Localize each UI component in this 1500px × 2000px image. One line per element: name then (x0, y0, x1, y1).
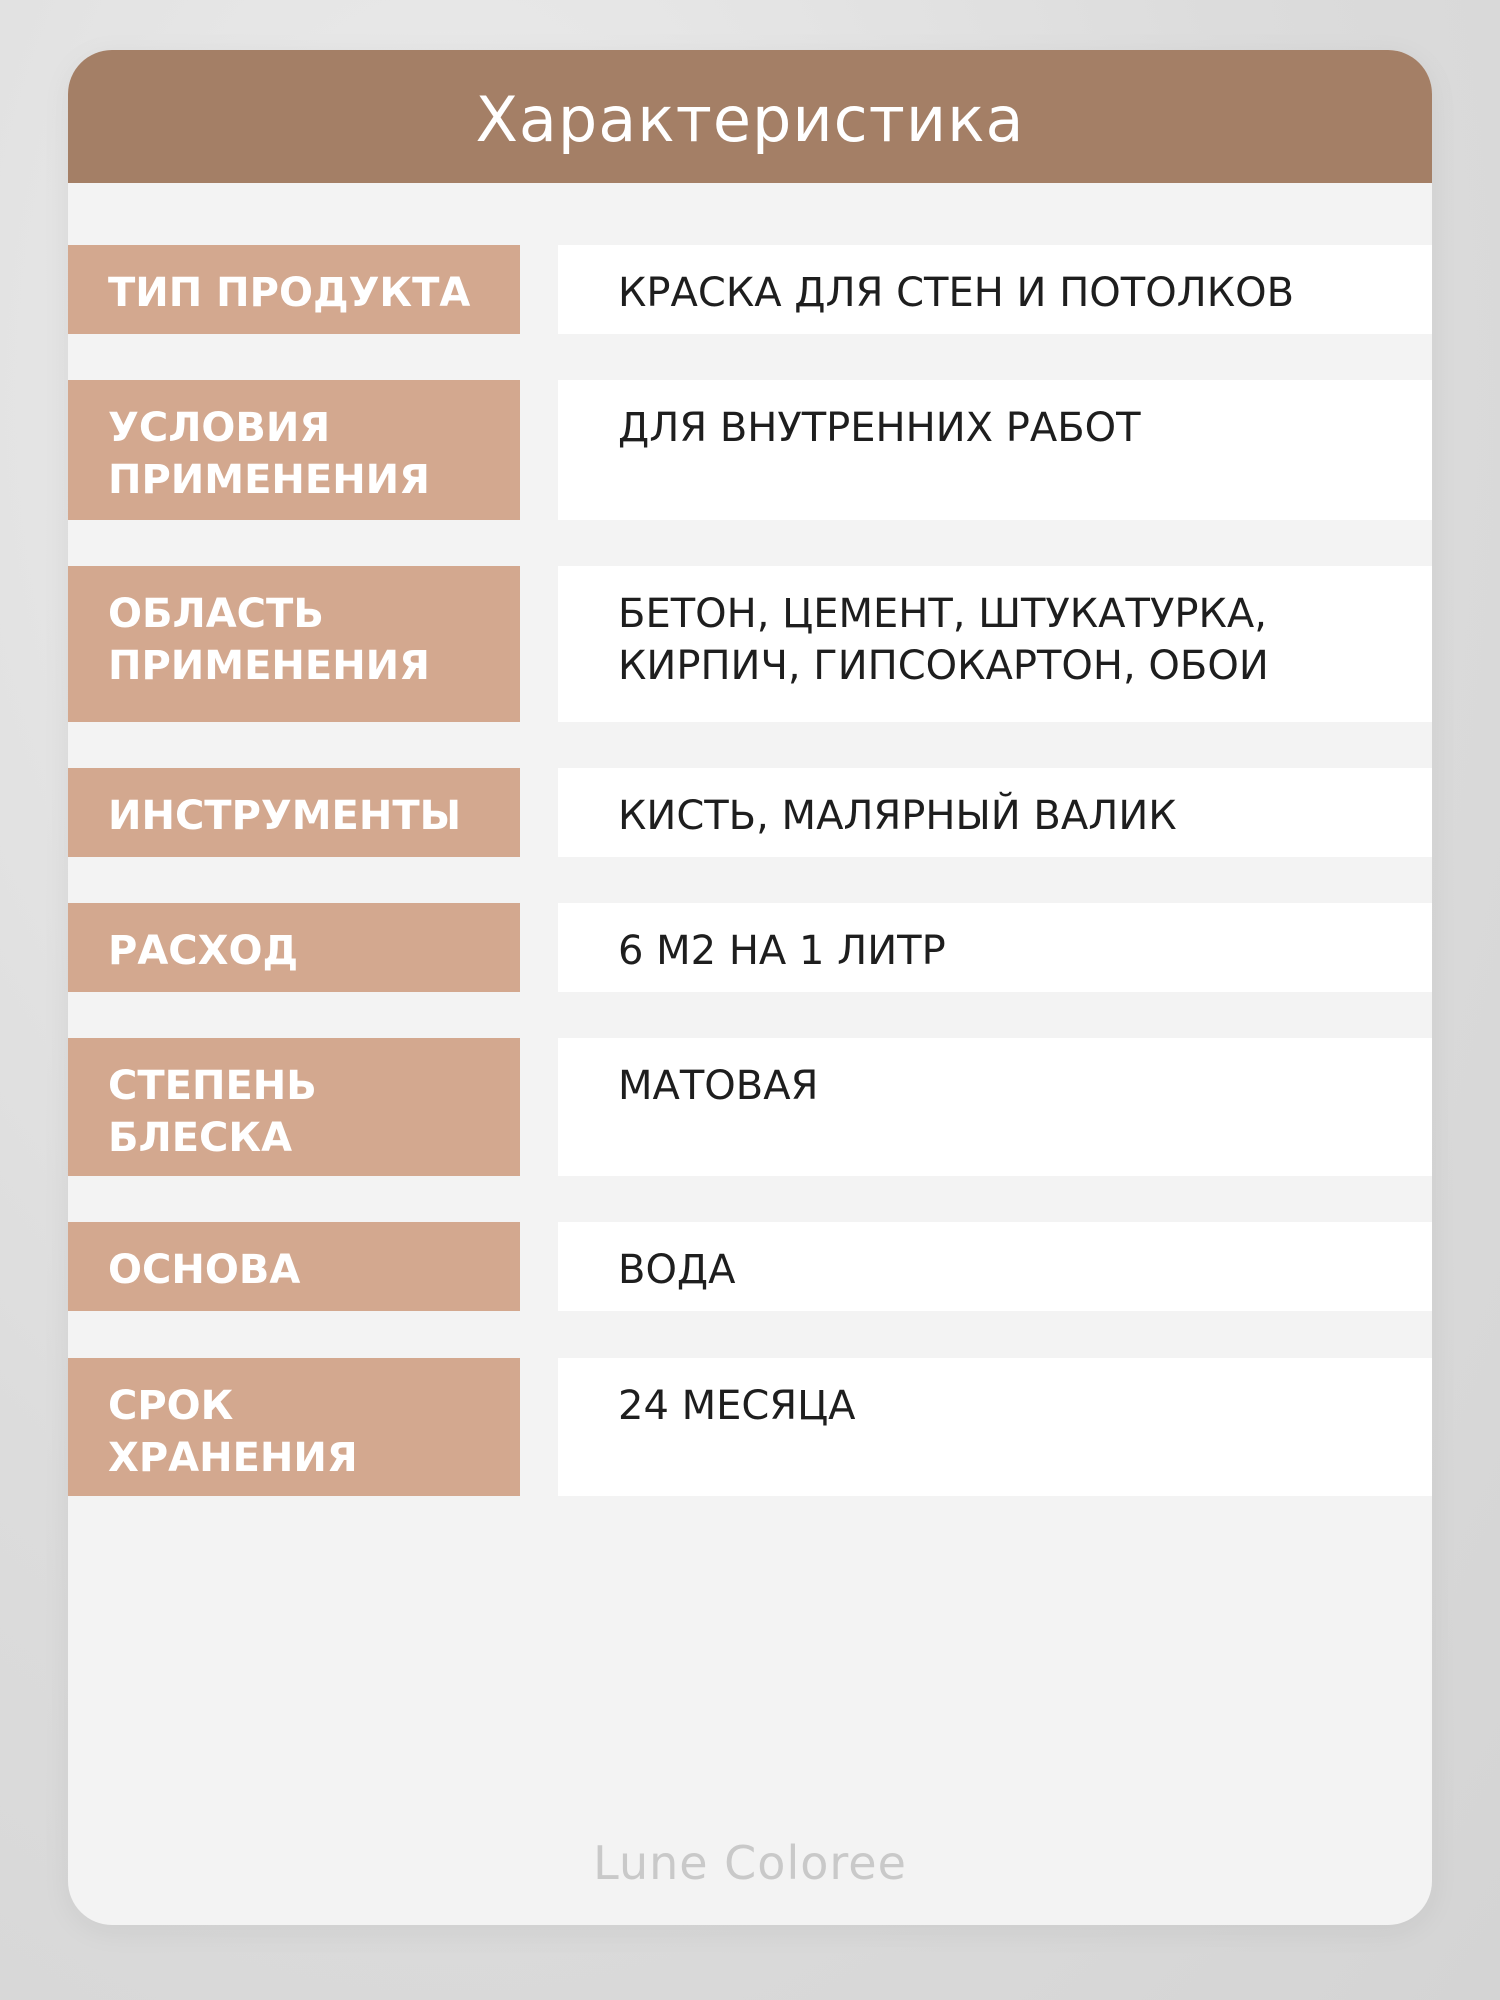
spec-row-shelf-life (68, 1358, 1432, 1496)
spec-row-base (68, 1222, 1432, 1311)
spec-value: 24 МЕСЯЦА (558, 1358, 1432, 1496)
spec-row-product-type (68, 245, 1432, 334)
spec-label: ОБЛАСТЬ ПРИМЕНЕНИЯ (68, 566, 520, 722)
spec-card (68, 50, 1432, 1925)
spec-value: ДЛЯ ВНУТРЕННИХ РАБОТ (558, 380, 1432, 520)
spec-label: РАСХОД (68, 903, 520, 992)
spec-value: БЕТОН, ЦЕМЕНТ, ШТУКАТУРКА, КИРПИЧ, ГИПСОКАРТОН, ОБОИ (558, 566, 1432, 722)
spec-value: 6 М2 НА 1 ЛИТР (558, 903, 1432, 992)
spec-row-tools (68, 768, 1432, 857)
spec-value: МАТОВАЯ (558, 1038, 1432, 1176)
spec-label: СТЕПЕНЬ БЛЕСКА (68, 1038, 520, 1176)
spec-row-application-area (68, 566, 1432, 722)
spec-row-usage-conditions (68, 380, 1432, 520)
spec-label: ТИП ПРОДУКТА (68, 245, 520, 334)
spec-label: СРОК ХРАНЕНИЯ (68, 1358, 520, 1496)
spec-row-gloss-level (68, 1038, 1432, 1176)
spec-label: УСЛОВИЯ ПРИМЕНЕНИЯ (68, 380, 520, 520)
page-title: Характеристика (475, 83, 1025, 156)
spec-value: ВОДА (558, 1222, 1432, 1311)
spec-label: ИНСТРУМЕНТЫ (68, 768, 520, 857)
brand-name: Lune Coloree (593, 1836, 907, 1890)
spec-value: КИСТЬ, МАЛЯРНЫЙ ВАЛИК (558, 768, 1432, 857)
card-header (68, 50, 1432, 183)
spec-row-consumption (68, 903, 1432, 992)
spec-value: КРАСКА ДЛЯ СТЕН И ПОТОЛКОВ (558, 245, 1432, 334)
spec-label: ОСНОВА (68, 1222, 520, 1311)
